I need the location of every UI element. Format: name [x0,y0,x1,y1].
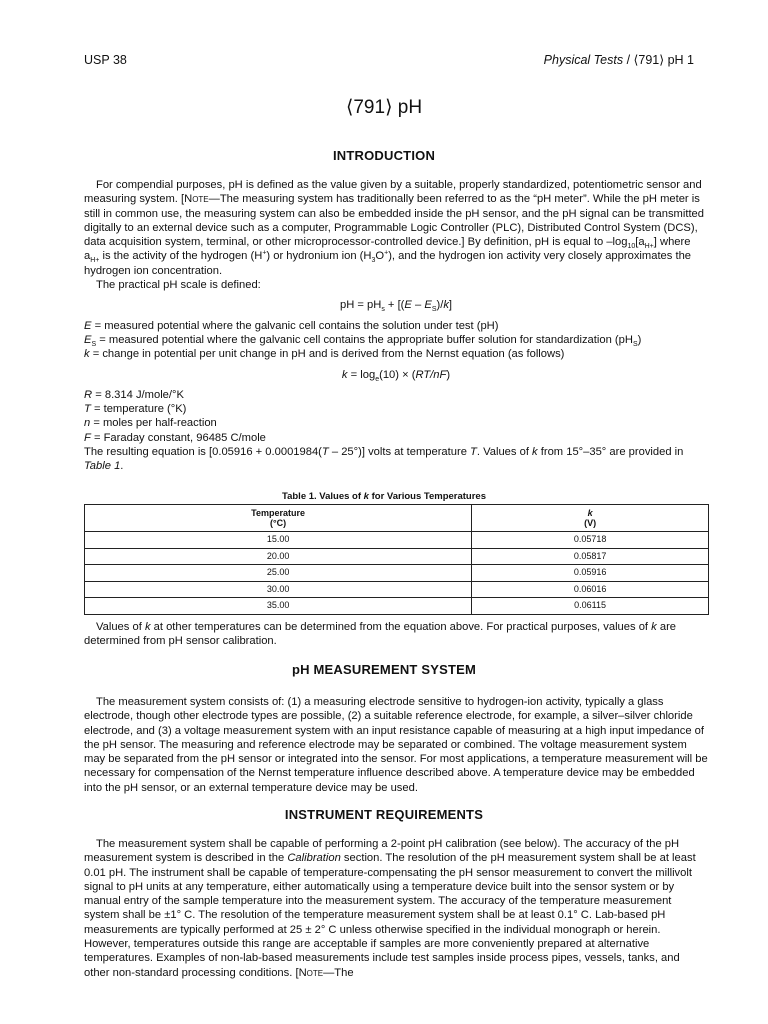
temperature-cell: 20.00 [85,548,472,565]
table-row [85,548,709,565]
k-value-cell: 0.06115 [472,598,709,615]
nernst-definitions [84,388,708,445]
header-chapter-page: / ⟨791⟩ pH 1 [623,53,694,67]
note-label: Note [298,966,324,979]
after-table-paragraph: Values of k at other temperatures can be determined from the equation above. For practical purposes, values of k are determined from pH sensor calibration. [84,621,677,648]
column-header-k: k (V) [472,505,709,532]
running-header-left: USP 38 [84,53,127,67]
temperature-cell: 15.00 [85,532,472,549]
table-reference-link[interactable]: Table 1 [84,460,121,473]
heading-instrument-requirements: INSTRUMENT REQUIREMENTS [284,807,484,822]
definition-R: R = 8.314 J/mole/°K [84,388,184,401]
resulting-equation-paragraph: The resulting equation is [0.05916 + 0.0001984(T – 25°)] volts at temperature T. Values of k from 15°–35° are provided in Table 1. [84,446,684,473]
ph-equation: pH = $pH_s + [(E - E_S)/k]$ [339,299,453,314]
nernst-equation: $k = \log_e(10) \times (RT/nF)$ [341,368,451,383]
chapter-title: ⟨791⟩ pH [345,97,423,118]
k-value-cell: 0.06016 [472,581,709,598]
header-section-name: Physical Tests [543,53,624,67]
definition-n: n = moles per half-reaction [84,417,217,430]
instrument-paragraph: The measurement system shall be capable of performing a 2-point pH calibration (see below). The accuracy of the pH measurement system is described in the Calibration section. The resolution of the pH measurement system shall be at least 0.01 pH. The instrument shall be capable of temperature-compensating the pH sensor measurement to convert the millivolt signal to pH units at any temperature, either automatically using a temperature device built into the sensor system or by manual entry of the sample temperature into the measurement system. The accuracy of the temperature measurement system shall be ±1° C. The resolution of the temperature measurement system shall be at least 0.1° C. Lab-based pH measurements are typically performed at 25 ± 2° C unless otherwise specified in the individual monograph or herein. However, temperatures outside this range are acceptable if samples are more conveniently prepared at alternative temperatures. Examples of non-lab-based measurements include test samples inside process pipes, vessels, tanks, and other non-standard processing conditions. [Note—The [84,838,696,979]
k-value-cell: 0.05718 [472,532,709,549]
column-header-temperature: Temperature (°C) [85,505,472,532]
ph-equation-definitions [84,319,708,362]
table-row [85,598,709,615]
table-caption: Table 1. Values of k for Various Temperatures [282,491,486,502]
temperature-cell: 35.00 [85,598,472,615]
introduction-section [84,178,708,474]
temperature-cell: 25.00 [85,565,472,582]
ph-scale-intro: The practical pH scale is defined: [96,279,261,292]
definition-F: F = Faraday constant, 96485 C/mole [84,431,266,444]
table-row [85,565,709,582]
note-label: Note [184,193,209,206]
calibration-section-link[interactable]: Calibration [287,852,341,865]
definition-k: k = change in potential per unit change in pH and is derived from the Nernst equation (as follows) [84,348,565,361]
temperature-cell: 30.00 [85,581,472,598]
table-row [85,581,709,598]
measurement-paragraph: The measurement system consists of: (1) a measuring electrode sensitive to hydrogen-ion activity, typically a glass electrode, though other electrode types are possible, (2) a suitable reference electrode, for example, a silver–silver chloride electrode, and (3) a voltage measurement system with an input resistance capable of measuring at a high input impedance of the pH sensor. The measuring and reference electrode may be separated or combined. The voltage measurement system may be separated from the pH sensor or integrated into the sensor. For most applications, a temperature measurement will be necessary for compensation of the Nernst temperature influence described above. A temperature device may be embedded into the pH sensor, or an external temperature device may be used. [84,696,708,794]
heading-introduction: INTRODUCTION [332,148,436,163]
heading-ph-measurement-system: pH MEASUREMENT SYSTEM [291,662,477,677]
running-header-right [544,53,694,67]
table-header-row [85,505,709,532]
intro-paragraph: For compendial purposes, pH is defined as the value given by a suitable, properly standardized, potentiometric sensor and measuring system. [Note—The measuring system has traditionally been referred to as the “pH meter”. While the pH meter is still in common use, the measuring system can also be embedded inside the pH sensor, and the pH signal can be transmitted digitally to an external device such as a computer, Programmable Logic Controller (PLC), Distributed Control System (DCS), data acquisition system, terminal, or other microprocessor-controlled device.] By definition, pH is equal to $-\log_{10}[a_{H+}]$ where $a_{H+}$ is the activity of the hydrogen (H+) or hydronium ion $(H_3O^+)$, and the hydrogen ion activity very closely approximates the hydrogen ion concentration. [84,179,704,277]
definition-E: E = measured potential where the galvanic cell contains the solution under test (pH) [84,319,499,332]
table-row [85,532,709,549]
measurement-section [84,695,708,795]
definition-T: T = temperature (°K) [84,403,187,416]
definition-Es: $E_S$ = measured potential where the galvanic cell contains the appropriate buffer solution for standardization $(pH_S)$ [84,333,642,349]
k-value-cell: 0.05817 [472,548,709,565]
k-values-table [84,504,709,615]
k-value-cell: 0.05916 [472,565,709,582]
instrument-section [84,837,708,980]
